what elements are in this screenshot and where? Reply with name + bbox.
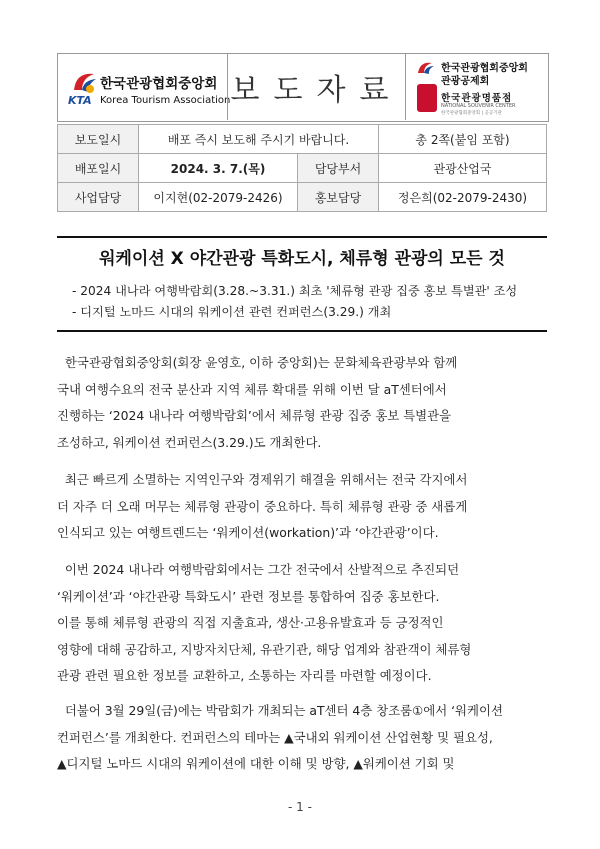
release-label: 보도일시 — [58, 125, 139, 154]
subhead-1: - 2024 내나라 여행박람회(3.28.~3.31.) 최초 '체류형 관광 집중 홍보 특별관' 조성 — [72, 284, 518, 298]
paragraph-3 — [57, 557, 547, 690]
partner-emblem-icon — [416, 59, 438, 79]
dept-value: 관광산업국 — [379, 154, 547, 183]
kta-logo — [60, 62, 231, 112]
text-line: 진행하는 ‘2024 내나라 여행박람회’에서 체류형 관광 집중 홍보 특별관을 — [57, 408, 452, 423]
partner-org-line2: 관광공제회 — [441, 76, 490, 87]
doc-title: 보도자료 — [230, 72, 403, 108]
text-line: 국내 여행수요의 전국 분산과 지역 체류 확대를 위해 이번 달 aT센터에서 — [57, 381, 447, 397]
pages-value: 총 2쪽(붙임 포함) — [379, 125, 547, 154]
subhead-2: - 디지털 노마드 시대의 워케이션 관련 컨퍼런스(3.29.) 개최 — [72, 305, 392, 319]
text-line: ▲디지털 노마드 시대의 워케이션에 대한 이해 및 방향, ▲워케이션 기회 및 — [57, 756, 455, 771]
partner-store-kr: 한국관광명품점 — [441, 93, 513, 104]
page-number: - 1 - — [288, 800, 312, 814]
partner-store-sub: 한국관광협회중앙회 | 공공기관 — [441, 111, 502, 116]
text-line: 한국관광협회중앙회(회장 윤영호, 이하 중앙회)는 문화체육관광부와 함께 — [57, 355, 458, 370]
text-line: 조성하고, 워케이션 컨퍼런스(3.29.)도 개최한다. — [57, 434, 322, 450]
text-line: 컨퍼런스’를 개최한다. 컨퍼런스의 테마는 ▲국내외 워케이션 산업현황 및 필요성, — [57, 729, 493, 745]
headline-rule-top — [57, 236, 547, 238]
headline: 워케이션 X 야간관광 특화도시, 체류형 관광의 모든 것 — [99, 249, 505, 269]
text-line: 이번 2024 내나라 여행박람회에서는 그간 전국에서 산발적으로 추진되던 — [57, 562, 460, 577]
partner-logo — [410, 57, 546, 119]
dist-value: 2024. 3. 7.(목) — [139, 154, 298, 183]
text-line: 인식되고 있는 여행트렌드는 ‘워케이션(workation)’과 ‘야간관광’이다. — [57, 525, 439, 540]
text-line: 영향에 대해 공감하고, 지방자치단체, 유관기관, 해당 업계와 참관객이 체류형 — [57, 641, 472, 657]
table-row — [58, 154, 547, 183]
partner-org-line1: 한국관광협회중앙회 — [441, 63, 528, 74]
partner-store-en: NATIONAL SOUVENIR CENTER — [441, 103, 516, 109]
biz-value: 이지현(02-2079-2426) — [139, 183, 298, 212]
paragraph-4 — [57, 698, 547, 778]
text-line: 최근 빠르게 소멸하는 지역인구와 경제위기 해결을 위해서는 전국 각지에서 — [57, 472, 468, 487]
info-table — [57, 124, 547, 212]
paragraph-2 — [57, 467, 547, 547]
table-row — [58, 183, 547, 212]
text-line: ‘워케이션’과 ‘야간관광 특화도시’ 관련 정보를 통합하여 집중 홍보한다. — [57, 588, 440, 604]
text-line: 더 자주 더 오래 머무는 체류형 관광이 중요하다. 특히 체류형 관광 중 새롭게 — [57, 498, 468, 514]
pr-label: 홍보담당 — [298, 183, 379, 212]
pr-value: 정은희(02-2079-2430) — [379, 183, 547, 212]
release-value: 배포 즉시 보도해 주시기 바랍니다. — [139, 125, 379, 154]
biz-label: 사업담당 — [58, 183, 139, 212]
org-name-en: Korea Tourism Association — [100, 95, 231, 106]
text-line: 이를 통해 체류형 관광의 직접 지출효과, 생산·고용유발효과 등 긍정적인 — [57, 615, 444, 630]
org-abbr: KTA — [68, 94, 92, 107]
dist-label: 배포일시 — [58, 154, 139, 183]
text-line: 더불어 3월 29일(금)에는 박람회가 개최되는 aT센터 4층 창조룸①에서 ‘워케이션 — [57, 703, 503, 718]
text-line: 관광 관련 필요한 정보를 교환하고, 소통하는 자리를 마련할 예정이다. — [57, 668, 432, 683]
org-name-kr: 한국관광협회중앙회 — [100, 76, 218, 92]
dept-label: 담당부서 — [298, 154, 379, 183]
doc-title-cell — [227, 53, 406, 120]
table-row — [58, 125, 547, 154]
headline-rule-bottom — [57, 330, 547, 332]
store-badge-icon — [417, 84, 437, 112]
paragraph-1 — [57, 350, 547, 456]
